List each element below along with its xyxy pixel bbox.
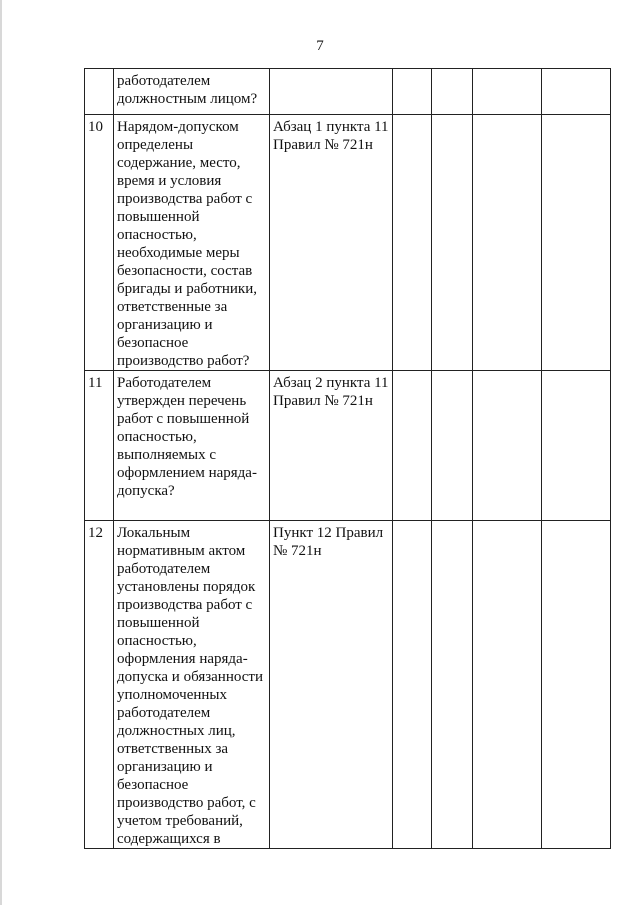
notes-cell[interactable] [542, 115, 611, 371]
scan-edge [0, 0, 2, 905]
page-number: 7 [316, 38, 324, 54]
question-text: Нарядом-допуском определены содержание, место, время и условия производства работ с повышенной опасностью, необходимые меры безопасности, состав бригады и работники, ответственные за организацию и безопасное производство работ? [117, 119, 257, 369]
answer-na-cell[interactable] [473, 69, 542, 115]
notes-cell[interactable] [542, 371, 611, 521]
notes-cell[interactable] [542, 69, 611, 115]
reference-text: Абзац 2 пункта 11 Правил № 721н [273, 375, 389, 409]
answer-na-cell[interactable] [473, 115, 542, 371]
answer-yes-cell[interactable] [393, 115, 432, 371]
question-text: работодателем должностным лицом? [117, 73, 258, 107]
reference-text: Абзац 1 пункта 11 Правил № 721н [273, 119, 389, 153]
answer-no-cell[interactable] [432, 521, 473, 849]
answer-na-cell[interactable] [473, 521, 542, 849]
row-number-cell [85, 371, 114, 521]
question-cell [114, 115, 270, 371]
answer-no-cell[interactable] [432, 69, 473, 115]
reference-text: Пункт 12 Правил № 721н [273, 525, 384, 559]
row-number: 10 [88, 119, 103, 135]
question-text: Локальным нормативным актом работодателем установлены порядок производства работ с повышенной опасностью, оформления наряда-допуска и обязанности уполномоченных работодателем должностных лиц, ответственных за организацию и безопасное производство работ, с учетом требований, содержащихся в [117, 525, 263, 847]
row-number: 12 [88, 525, 103, 541]
question-cell [114, 69, 270, 115]
reference-cell [270, 115, 393, 371]
row-number-cell [85, 115, 114, 371]
answer-no-cell[interactable] [432, 371, 473, 521]
table-row [85, 371, 611, 521]
question-cell [114, 521, 270, 849]
answer-na-cell[interactable] [473, 371, 542, 521]
notes-cell[interactable] [542, 521, 611, 849]
row-number: 11 [88, 375, 103, 391]
reference-cell [270, 521, 393, 849]
table-row [85, 521, 611, 849]
question-cell [114, 371, 270, 521]
question-text: Работодателем утвержден перечень работ с повышенной опасностью, выполняемых с оформлением наряда-допуска? [117, 375, 257, 499]
row-number-cell [85, 69, 114, 115]
answer-no-cell[interactable] [432, 115, 473, 371]
answer-yes-cell[interactable] [393, 69, 432, 115]
answer-yes-cell[interactable] [393, 521, 432, 849]
table-row [85, 115, 611, 371]
reference-cell [270, 69, 393, 115]
reference-cell [270, 371, 393, 521]
checklist-table [84, 68, 611, 849]
row-number-cell [85, 521, 114, 849]
table-row [85, 69, 611, 115]
answer-yes-cell[interactable] [393, 371, 432, 521]
